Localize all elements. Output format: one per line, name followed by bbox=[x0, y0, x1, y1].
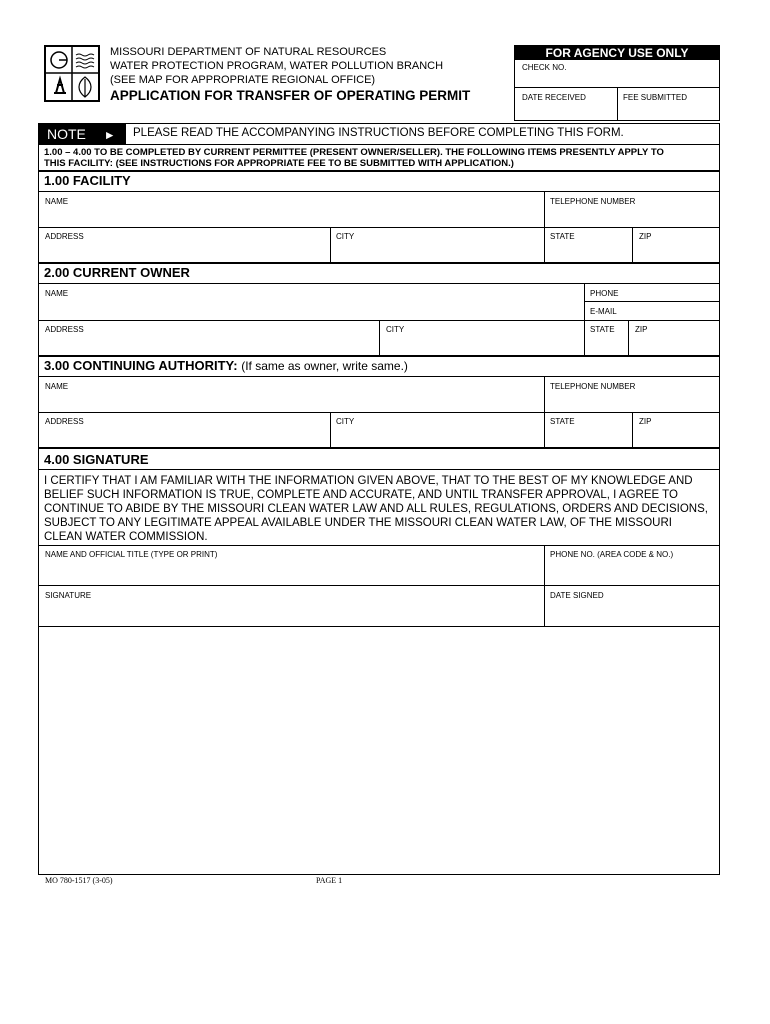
date-signed-field[interactable] bbox=[548, 602, 716, 623]
fee-submitted-label: FEE SUBMITTED bbox=[623, 93, 688, 102]
facility-telephone-field[interactable] bbox=[548, 208, 716, 226]
owner-address-field[interactable] bbox=[42, 336, 375, 353]
facility-city-label: CITY bbox=[336, 232, 355, 241]
owner-state-label: STATE bbox=[590, 325, 615, 334]
program-name: WATER PROTECTION PROGRAM, WATER POLLUTION BRANCH bbox=[110, 60, 444, 72]
authority-address-field[interactable] bbox=[42, 428, 327, 445]
signature-label: SIGNATURE bbox=[45, 591, 92, 600]
facility-address-field[interactable] bbox=[42, 243, 327, 260]
agency-heading: FOR AGENCY USE ONLY bbox=[515, 46, 719, 60]
facility-name-field[interactable] bbox=[42, 208, 540, 226]
signature-field[interactable] bbox=[42, 602, 540, 623]
owner-email-field[interactable] bbox=[620, 304, 716, 318]
owner-name-field[interactable] bbox=[42, 300, 580, 318]
dept-name: MISSOURI DEPARTMENT OF NATURAL RESOURCES bbox=[110, 46, 387, 58]
signer-phone-field[interactable] bbox=[548, 562, 716, 582]
facility-zip-label: ZIP bbox=[639, 232, 652, 241]
authority-zip-label: ZIP bbox=[639, 417, 652, 426]
name-title-field[interactable] bbox=[42, 562, 540, 582]
date-received-field[interactable] bbox=[522, 98, 612, 118]
authority-state-field[interactable] bbox=[548, 428, 628, 445]
cert-line: BELIEF SUCH INFORMATION IS TRUE, COMPLETE AND ACCURATE, AND UNTIL TRANSFER APPROVAL, I AGREE TO bbox=[44, 489, 678, 501]
authority-telephone-label: TELEPHONE NUMBER bbox=[550, 382, 636, 391]
date-signed-label: DATE SIGNED bbox=[550, 591, 604, 600]
agency-use-box bbox=[514, 45, 720, 121]
check-no-field[interactable] bbox=[522, 70, 712, 85]
facility-city-field[interactable] bbox=[334, 243, 540, 260]
certification-text bbox=[44, 474, 708, 544]
owner-heading: 2.00 CURRENT OWNER bbox=[44, 265, 190, 280]
note-badge bbox=[39, 124, 126, 144]
authority-name-field[interactable] bbox=[42, 393, 540, 411]
authority-heading-text: 3.00 CONTINUING AUTHORITY: bbox=[44, 358, 238, 373]
date-received-label: DATE RECEIVED bbox=[522, 93, 586, 102]
authority-heading-note: (If same as owner, write same.) bbox=[241, 359, 408, 373]
cert-line: CLEAN WATER COMMISSION. bbox=[44, 531, 208, 543]
facility-heading: 1.00 FACILITY bbox=[44, 173, 131, 188]
facility-zip-field[interactable] bbox=[636, 243, 716, 260]
owner-email-label: E-MAIL bbox=[590, 307, 617, 316]
owner-name-label: NAME bbox=[45, 289, 69, 298]
authority-heading bbox=[44, 358, 408, 373]
authority-city-field[interactable] bbox=[334, 428, 540, 445]
owner-city-field[interactable] bbox=[383, 336, 580, 353]
owner-zip-field[interactable] bbox=[632, 336, 716, 353]
authority-state-label: STATE bbox=[550, 417, 575, 426]
owner-city-label: CITY bbox=[386, 325, 405, 334]
owner-zip-label: ZIP bbox=[635, 325, 648, 334]
owner-phone-label: PHONE bbox=[590, 289, 619, 298]
form-title: APPLICATION FOR TRANSFER OF OPERATING PERMIT bbox=[110, 88, 471, 103]
name-title-label: NAME AND OFFICIAL TITLE (TYPE OR PRINT) bbox=[45, 550, 218, 559]
authority-zip-field[interactable] bbox=[636, 428, 716, 445]
facility-state-field[interactable] bbox=[548, 243, 628, 260]
authority-city-label: CITY bbox=[336, 417, 355, 426]
signer-phone-label: PHONE NO. (AREA CODE & NO.) bbox=[550, 550, 674, 559]
owner-phone-field[interactable] bbox=[620, 286, 716, 300]
authority-name-label: NAME bbox=[45, 382, 69, 391]
note-text: PLEASE READ THE ACCOMPANYING INSTRUCTIONS BEFORE COMPLETING THIS FORM. bbox=[133, 127, 624, 139]
page-number: PAGE 1 bbox=[316, 876, 343, 885]
note-label: NOTE bbox=[47, 126, 86, 142]
instructions-line-2: THIS FACILITY: (SEE INSTRUCTIONS FOR APPROPRIATE FEE TO BE SUBMITTED WITH APPLICATION.) bbox=[44, 158, 514, 169]
check-no-label: CHECK NO. bbox=[522, 63, 567, 72]
owner-state-field[interactable] bbox=[588, 336, 624, 353]
facility-telephone-label: TELEPHONE NUMBER bbox=[550, 197, 636, 206]
form-number: MO 780-1517 (3-05) bbox=[45, 876, 113, 885]
owner-address-label: ADDRESS bbox=[45, 325, 84, 334]
cert-line: SUBJECT TO ANY LEGITIMATE APPEAL AVAILABLE UNDER THE MISSOURI CLEAN WATER LAW, OF THE MISSOURI bbox=[44, 517, 672, 529]
cert-line: CONTINUE TO ABIDE BY THE MISSOURI CLEAN WATER LAW AND ALL RULES, REGULATIONS, ORDERS AND DECISIONS, bbox=[44, 503, 708, 515]
facility-address-label: ADDRESS bbox=[45, 232, 84, 241]
fee-submitted-field[interactable] bbox=[623, 98, 713, 118]
map-note: (SEE MAP FOR APPROPRIATE REGIONAL OFFICE) bbox=[110, 74, 376, 86]
dnr-logo-graphic bbox=[46, 47, 98, 100]
instructions-line-1: 1.00 – 4.00 TO BE COMPLETED BY CURRENT PERMITTEE (PRESENT OWNER/SELLER). THE FOLLOWING ITEMS PRESENTLY APPLY TO bbox=[44, 147, 664, 158]
note-arrow-icon: ► bbox=[103, 128, 116, 142]
signature-heading: 4.00 SIGNATURE bbox=[44, 452, 149, 467]
facility-name-label: NAME bbox=[45, 197, 69, 206]
authority-telephone-field[interactable] bbox=[548, 393, 716, 411]
cert-line: I CERTIFY THAT I AM FAMILIAR WITH THE INFORMATION GIVEN ABOVE, THAT TO THE BEST OF MY KNOWLEDGE AND bbox=[44, 475, 693, 487]
dnr-logo bbox=[44, 45, 100, 102]
facility-state-label: STATE bbox=[550, 232, 575, 241]
authority-address-label: ADDRESS bbox=[45, 417, 84, 426]
